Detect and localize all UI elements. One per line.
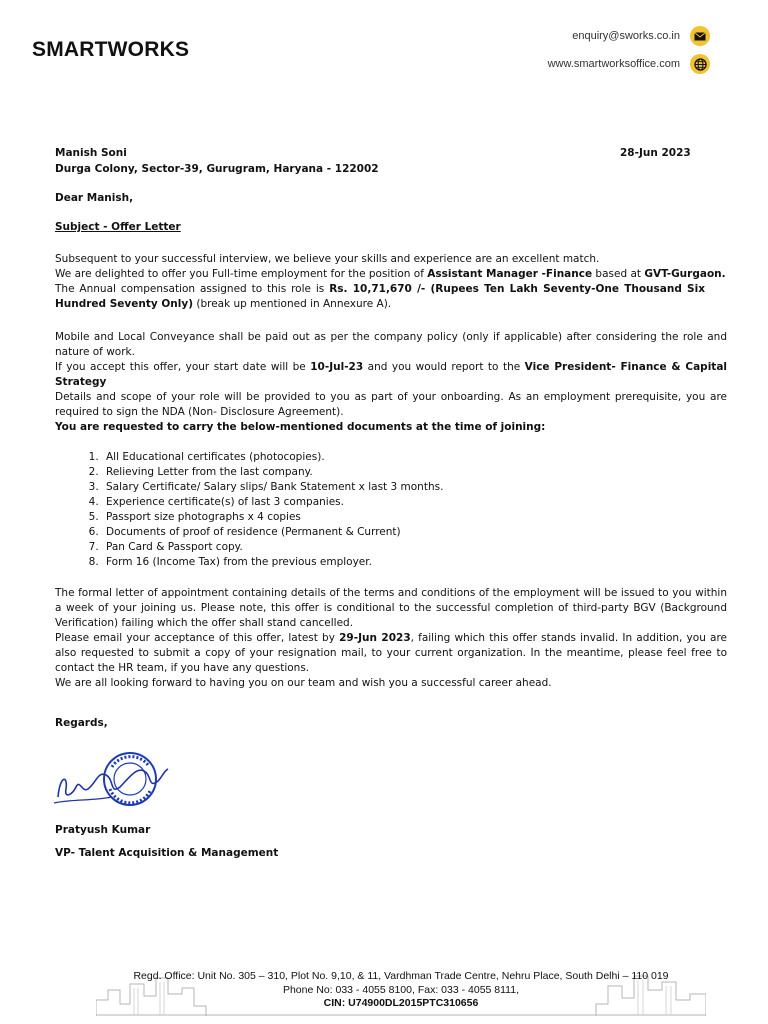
footer-office: Regd. Office: Unit No. 305 – 310, Plot No. 9,10, & 11, Vardhman Trade Centre, Nehru Place, South Delhi – 110 019 <box>133 970 669 982</box>
documents-heading: You are requested to carry the below-mentioned documents at the time of joining: <box>55 421 546 433</box>
website-text[interactable]: www.smartworksoffice.com <box>547 58 680 70</box>
letter-date: 28-Jun 2023 <box>620 147 691 159</box>
footer-cin: CIN: U74900DL2015PTC310656 <box>323 997 479 1009</box>
list-item: 1. All Educational certificates (photocopies). <box>102 450 722 465</box>
list-item: 8. Form 16 (Income Tax) from the previous employer. <box>102 555 722 570</box>
signature-stamp <box>52 745 172 815</box>
contact-email <box>572 26 710 46</box>
regards-text: Regards, <box>55 717 108 729</box>
list-item: 5. Passport size photographs x 4 copies <box>102 510 722 525</box>
contact-website <box>548 54 710 74</box>
footer-phone: Phone No: 033 - 4055 8100, Fax: 033 - 4055 8111, <box>282 984 520 996</box>
terms-paragraph: The formal letter of appointment containing details of the terms and conditions of the employment will be issued to you within a week of your joining us. Please note, this offer is conditional to the successful completion of third-party BGV (Background Verification) failing which the offer shall stand cancelled. Please email your acceptance of this offer, latest by 29-Jun 2023, failing which this offer stands invalid. In addition, you are also requested to submit a copy of your resignation mail, to your current organization. In the meantime, please feel free to contact the HR team, if you have any questions. We are all looking forward to having you on our team and wish you a successful career ahead. <box>55 587 727 689</box>
list-item: 6. Documents of proof of residence (Permanent & Current) <box>102 525 722 540</box>
signatory-name: Pratyush Kumar <box>55 824 151 836</box>
list-item: 7. Pan Card & Passport copy. <box>102 540 722 555</box>
list-item: 3. Salary Certificate/ Salary slips/ Bank Statement x last 3 months. <box>102 480 722 495</box>
list-item: 4. Experience certificate(s) of last 3 companies. <box>102 495 722 510</box>
recipient-address: Durga Colony, Sector-39, Gurugram, Haryana - 122002 <box>55 163 379 175</box>
intro-paragraph: Subsequent to your successful interview, we believe your skills and experience are an excellent match. We are delighted to offer you Full-time employment for the position of Assistant Manager -Finance based at GVT-Gurgaon. The Annual compensation assigned to this role is Rs. 10,71,670 /- (Rupees Ten Lakh Seventy-One Thousand Six Hundred Seventy Only) (break up mentioned in Annexure A). <box>55 253 726 310</box>
footer <box>96 960 706 1016</box>
email-text[interactable]: enquiry@sworks.co.in <box>572 30 680 42</box>
signatory-title: VP- Talent Acquisition & Management <box>55 847 279 859</box>
recipient-name: Manish Soni <box>55 147 127 159</box>
globe-icon <box>690 54 710 74</box>
conveyance-paragraph: Mobile and Local Conveyance shall be paid out as per the company policy (only if applicable) after considering the role and nature of work. If you accept this offer, your start date will be 10-Jul-23 and you would report to the Vice President- Finance & Capital Strategy Details and scope of your role will be provided to you as part of your onboarding. As an employment prerequisite, you are required to sign the NDA (Non- Disclosure Agreement). <box>55 331 727 418</box>
envelope-icon <box>690 26 710 46</box>
subject-line: Subject - Offer Letter <box>55 221 181 233</box>
company-logo: SMARTWORKS <box>32 38 190 61</box>
salutation: Dear Manish, <box>55 192 134 204</box>
documents-list <box>55 450 722 570</box>
list-item: 2. Relieving Letter from the last company. <box>102 465 722 480</box>
